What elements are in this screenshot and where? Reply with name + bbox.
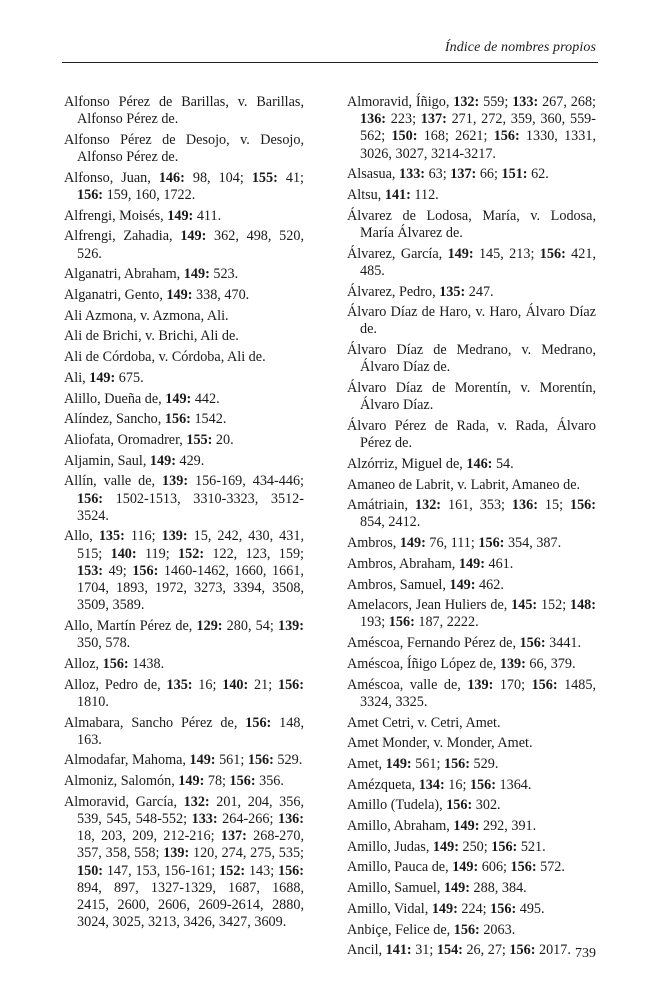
entry-text: 338, 470.: [192, 287, 250, 304]
index-entry: [347, 456, 596, 473]
volume-number: 146:: [158, 169, 185, 186]
index-entry: [347, 818, 596, 835]
index-entry: [347, 380, 596, 414]
volume-number: 149:: [447, 245, 474, 262]
entry-text: 521.: [517, 838, 546, 855]
entry-text: 356.: [255, 773, 284, 790]
entry-text: Amet Cetri, v. Cetri, Amet.: [347, 714, 501, 731]
entry-text: 267, 268;: [538, 94, 596, 110]
volume-number: 156:: [77, 187, 104, 204]
volume-number: 140:: [222, 676, 249, 693]
entry-text: Álvarez, Pedro,: [347, 283, 440, 300]
entry-text: 288, 384.: [469, 880, 527, 897]
entry-text: Almodafar, Mahoma,: [64, 752, 190, 769]
index-entry: [347, 677, 596, 711]
index-column-right: [347, 94, 596, 963]
entry-text: 1810.: [77, 693, 109, 710]
volume-number: 149:: [432, 838, 459, 855]
index-entry: [64, 473, 304, 525]
entry-text: 1330, 1331, 3026, 3027, 3214-3217.: [360, 128, 596, 162]
volume-number: 149:: [167, 207, 194, 224]
index-entry: [347, 304, 596, 338]
entry-text: 20.: [212, 431, 234, 448]
entry-text: 1364.: [495, 776, 532, 793]
entry-text: 18, 203, 209, 212-216;: [77, 828, 221, 845]
volume-number: 156:: [102, 655, 129, 672]
index-entry: [347, 777, 596, 794]
entry-text: Almoniz, Salomón,: [64, 773, 179, 790]
entry-text: Aliofata, Oromadrer,: [64, 431, 187, 448]
volume-number: 129:: [196, 617, 223, 634]
entry-text: Amézqueta,: [347, 776, 419, 793]
index-entry: [64, 308, 304, 325]
volume-number: 149:: [385, 755, 412, 772]
entry-text: 119;: [136, 545, 179, 562]
index-entry: [64, 773, 304, 790]
entry-text: Amillo, Vidal,: [347, 900, 432, 917]
index-entry: [347, 535, 596, 552]
volume-number: 154:: [436, 942, 463, 959]
index-entry: [64, 132, 304, 166]
index-entry: [64, 170, 304, 204]
volume-number: 139:: [163, 845, 190, 862]
entry-text: 156-169, 434-446;: [188, 473, 304, 490]
entry-text: 112.: [410, 187, 439, 204]
entry-text: Amillo, Pauca de,: [347, 859, 453, 876]
entry-text: 76, 111;: [425, 535, 479, 552]
entry-text: 145, 213;: [473, 245, 540, 262]
index-entry: [347, 756, 596, 773]
entry-text: 523.: [209, 266, 239, 283]
entry-text: 561;: [411, 755, 444, 772]
volume-number: 132:: [453, 94, 480, 110]
volume-number: 156:: [132, 562, 159, 579]
entry-text: Alloz, Pedro de,: [64, 676, 167, 693]
entry-text: Alfonso Pérez de Barillas, v. Barillas, Alfonso Pérez de.: [64, 94, 304, 128]
volume-number: 135:: [98, 528, 125, 545]
entry-text: Alloz,: [64, 655, 103, 672]
entry-text: 63;: [425, 166, 451, 183]
entry-text: 49;: [103, 562, 133, 579]
entry-text: 78;: [204, 773, 230, 790]
entry-text: 201, 204, 356, 539, 545, 548-552;: [77, 793, 304, 828]
entry-text: Álvaro Díaz de Morentín, v. Morentín, Álvaro Díaz.: [347, 380, 596, 414]
entry-text: 271, 272, 359, 360, 559-562;: [360, 111, 596, 145]
entry-text: Alfonso Pérez de Desojo, v. Desojo, Alfonso Pérez de.: [64, 131, 304, 166]
index-entry: [347, 497, 596, 531]
entry-text: 247.: [465, 283, 494, 300]
index-entry: [64, 715, 304, 749]
entry-text: 15, 242, 430, 431, 515;: [77, 528, 304, 562]
entry-text: 15;: [537, 497, 570, 514]
entry-text: 159, 160, 1722.: [103, 187, 196, 204]
index-entry: [347, 859, 596, 876]
entry-text: Ambros,: [347, 535, 400, 552]
volume-number: 149:: [452, 859, 479, 876]
index-entry: [64, 411, 304, 428]
entry-text: Amillo (Tudela),: [347, 797, 447, 814]
index-entry: [64, 328, 304, 345]
volume-number: 149:: [183, 266, 210, 283]
volume-number: 132:: [415, 497, 442, 514]
entry-text: 302.: [472, 797, 501, 814]
volume-number: 136:: [360, 111, 387, 128]
entry-text: 161, 353;: [441, 497, 512, 514]
index-entry: [347, 797, 596, 814]
entry-text: Améscoa, Íñigo López de,: [347, 655, 500, 672]
index-entry: [347, 556, 596, 573]
entry-text: Álvaro Díaz de Medrano, v. Medrano, Álvaro Díaz de.: [347, 342, 596, 376]
volume-number: 137:: [220, 828, 247, 845]
entry-text: 606;: [478, 859, 511, 876]
volume-number: 156:: [509, 942, 536, 959]
entry-text: Ali,: [64, 369, 90, 386]
volume-number: 149:: [189, 752, 216, 769]
index-entry: [347, 942, 596, 959]
volume-number: 156:: [539, 245, 566, 262]
volume-number: 149:: [180, 228, 207, 245]
volume-number: 156:: [164, 411, 191, 428]
index-entry: [64, 228, 304, 262]
entry-text: 461.: [484, 555, 514, 572]
entry-text: 62.: [527, 166, 549, 183]
entry-text: 168; 2621;: [417, 128, 494, 145]
volume-number: 156:: [510, 859, 537, 876]
entry-text: 559;: [479, 94, 513, 110]
entry-text: 264-266;: [217, 811, 278, 828]
volume-number: 139:: [277, 617, 304, 634]
volume-number: 156:: [469, 776, 496, 793]
entry-text: 675.: [115, 369, 144, 386]
index-entry: [64, 287, 304, 304]
volume-number: 156:: [490, 900, 517, 917]
volume-number: 149:: [165, 390, 192, 407]
volume-number: 141:: [384, 187, 411, 204]
index-entry: [64, 528, 304, 614]
entry-text: 350, 578.: [77, 635, 131, 652]
volume-number: 156:: [247, 752, 274, 769]
volume-number: 156:: [446, 797, 473, 814]
index-entry: [347, 922, 596, 939]
index-entry: [347, 284, 596, 301]
entry-text: 1460-1462, 1660, 1661, 1704, 1893, 1972, 3273, 3394, 3508, 3509, 3589.: [77, 562, 304, 614]
volume-number: 149:: [89, 369, 116, 386]
volume-number: 149:: [458, 555, 485, 572]
entry-text: Alzórriz, Miguel de,: [347, 455, 467, 472]
index-entry: [347, 735, 596, 752]
index-entry: [64, 266, 304, 283]
entry-text: Améscoa, Fernando Pérez de,: [347, 635, 520, 652]
entry-text: 1438.: [128, 655, 165, 672]
index-entry: [64, 391, 304, 408]
entry-text: 1542.: [190, 411, 227, 428]
index-entry: [347, 880, 596, 897]
entry-text: 894, 897, 1327-1329, 1687, 1688, 2415, 2600, 2606, 2609-2614, 2880, 3024, 3025, 3213, 3426, 3427, 3609.: [77, 879, 304, 931]
volume-number: 149:: [166, 287, 193, 304]
volume-number: 146:: [466, 455, 493, 472]
entry-text: 193;: [360, 614, 389, 631]
volume-number: 152:: [219, 862, 246, 879]
entry-text: Alfrengi, Moisés,: [64, 207, 168, 224]
entry-text: Allo,: [64, 528, 99, 545]
entry-text: 187, 2222.: [414, 614, 479, 631]
entry-text: Amaneo de Labrit, v. Labrit, Amaneo de.: [347, 476, 581, 493]
volume-number: 156:: [531, 676, 558, 693]
index-entry: [64, 370, 304, 387]
entry-text: Alillo, Dueña de,: [64, 390, 166, 407]
volume-number: 149:: [431, 900, 458, 917]
index-entry: [347, 187, 596, 204]
index-entry: [64, 618, 304, 652]
volume-number: 156:: [277, 676, 304, 693]
entry-text: 224;: [457, 900, 491, 917]
volume-number: 139:: [499, 655, 526, 672]
volume-number: 140:: [110, 545, 137, 562]
volume-number: 141:: [385, 942, 412, 959]
volume-number: 150:: [77, 862, 104, 879]
entry-text: 268-270, 357, 358, 558;: [77, 828, 304, 862]
entry-text: Améscoa, valle de,: [347, 676, 468, 693]
entry-text: Anbiçe, Felice de,: [347, 921, 454, 938]
index-entry: [64, 677, 304, 711]
volume-number: 134:: [418, 776, 445, 793]
entry-text: Álvarez de Lodosa, María, v. Lodosa, María Álvarez de.: [347, 207, 596, 241]
entry-text: 98, 104;: [184, 169, 252, 186]
entry-text: 529.: [273, 752, 303, 769]
volume-number: 148:: [569, 597, 596, 614]
entry-text: Álvaro Díaz de Haro, v. Haro, Álvaro Díaz de.: [347, 304, 596, 338]
entry-text: 1502-1513, 3310-3323, 3512-3524.: [77, 490, 304, 524]
entry-text: 152;: [537, 597, 570, 614]
volume-number: 155:: [251, 169, 278, 186]
entry-text: 143;: [245, 862, 278, 879]
index-entry: [347, 208, 596, 242]
volume-number: 139:: [467, 676, 494, 693]
entry-text: Almabara, Sancho Pérez de,: [64, 714, 246, 731]
entry-text: 354, 387.: [504, 535, 562, 552]
entry-text: 280, 54;: [222, 617, 278, 634]
volume-number: 156:: [478, 535, 505, 552]
entry-text: 31;: [411, 942, 437, 959]
volume-number: 132:: [183, 793, 210, 810]
entry-text: Almoravid, García,: [64, 793, 184, 810]
entry-text: Almoravid, Íñigo,: [347, 94, 454, 110]
volume-number: 149:: [178, 773, 205, 790]
entry-text: 2063.: [479, 921, 516, 938]
entry-text: 66;: [476, 166, 502, 183]
volume-number: 137:: [420, 111, 447, 128]
entry-text: 54.: [492, 455, 514, 472]
index-entry: [347, 635, 596, 652]
index-entry: [64, 349, 304, 366]
entry-text: 362, 498, 520, 526.: [77, 228, 305, 262]
index-entry: [347, 246, 596, 280]
entry-text: Allo, Martín Pérez de,: [64, 617, 197, 634]
running-header-title: Índice de nombres propios: [444, 40, 596, 55]
entry-text: 411.: [193, 207, 222, 224]
entry-text: 572.: [536, 859, 565, 876]
entry-text: 854, 2412.: [360, 514, 421, 531]
volume-number: 152:: [178, 545, 205, 562]
volume-number: 139:: [162, 473, 189, 490]
volume-number: 149:: [149, 452, 176, 469]
volume-number: 137:: [450, 166, 477, 183]
entry-text: 561;: [215, 752, 248, 769]
volume-number: 149:: [453, 818, 480, 835]
entry-text: Amillo, Judas,: [347, 838, 433, 855]
volume-number: 145:: [511, 597, 538, 614]
entry-text: 122, 123, 159;: [204, 545, 304, 562]
entry-text: 223;: [386, 111, 421, 128]
entry-text: Ali Azmona, v. Azmona, Ali.: [64, 307, 229, 324]
volume-number: 135:: [166, 676, 193, 693]
volume-number: 156:: [277, 862, 304, 879]
volume-number: 156:: [245, 714, 272, 731]
entry-text: Amet Monder, v. Monder, Amet.: [347, 735, 533, 752]
entry-text: Ali de Brichi, v. Brichi, Ali de.: [64, 328, 239, 345]
volume-number: 139:: [161, 528, 188, 545]
index-entry: [347, 577, 596, 594]
entry-text: 147, 153, 156-161;: [103, 862, 220, 879]
volume-number: 136:: [277, 811, 304, 828]
index-entry: [64, 794, 304, 932]
entry-text: 529.: [469, 755, 499, 772]
entry-text: 170;: [493, 676, 532, 693]
index-entry: [64, 432, 304, 449]
index-column-left: [64, 94, 304, 935]
index-entry: [347, 477, 596, 494]
volume-number: 156:: [493, 128, 520, 145]
page-number: 739: [575, 946, 596, 961]
index-entry: [347, 418, 596, 452]
entry-text: 16;: [444, 776, 470, 793]
volume-number: 149:: [399, 535, 426, 552]
volume-number: 153:: [77, 562, 104, 579]
volume-number: 156:: [519, 635, 546, 652]
entry-text: 148, 163.: [77, 714, 304, 748]
index-entry: [64, 94, 304, 128]
volume-number: 156:: [388, 614, 415, 631]
entry-text: 292, 391.: [479, 818, 537, 835]
entry-text: Amillo, Abraham,: [347, 818, 454, 835]
entry-text: Allín, valle de,: [64, 473, 163, 490]
entry-text: Ancil,: [347, 942, 386, 959]
volume-number: 156:: [569, 497, 596, 514]
entry-text: Aljamin, Saul,: [64, 452, 150, 469]
entry-text: 21;: [248, 676, 278, 693]
entry-text: Ambros, Abraham,: [347, 555, 459, 572]
entry-text: 421, 485.: [360, 245, 597, 279]
entry-text: Ambros, Samuel,: [347, 576, 450, 593]
entry-text: 26, 27;: [462, 942, 510, 959]
entry-text: 1485, 3324, 3325.: [360, 676, 596, 710]
volume-number: 133:: [399, 166, 426, 183]
entry-text: 66, 379.: [525, 655, 576, 672]
entry-text: 462.: [475, 576, 504, 593]
index-entry: [64, 656, 304, 673]
volume-number: 156:: [453, 921, 480, 938]
volume-number: 150:: [391, 128, 418, 145]
index-entry: [347, 715, 596, 732]
volume-number: 133:: [512, 94, 539, 110]
entry-text: Álvarez, García,: [347, 245, 448, 262]
entry-text: Amillo, Samuel,: [347, 880, 444, 897]
index-entry: [64, 208, 304, 225]
volume-number: 151:: [501, 166, 528, 183]
index-entry: [347, 901, 596, 918]
index-entry: [347, 656, 596, 673]
volume-number: 156:: [229, 773, 256, 790]
entry-text: Amátriain,: [347, 497, 416, 514]
entry-text: 250;: [458, 838, 492, 855]
volume-number: 135:: [439, 283, 466, 300]
entry-text: Alsasua,: [347, 166, 400, 183]
entry-text: Alganatri, Abraham,: [64, 266, 184, 283]
header-rule: [62, 62, 598, 63]
entry-text: 41;: [277, 169, 304, 186]
entry-text: 16;: [192, 676, 223, 693]
index-entry: [347, 342, 596, 376]
entry-text: Alfrengi, Zahadia,: [64, 228, 181, 245]
entry-text: Alfonso, Juan,: [64, 169, 159, 186]
entry-text: Amet,: [347, 755, 386, 772]
volume-number: 156:: [491, 838, 518, 855]
entry-text: Alíndez, Sancho,: [64, 411, 165, 428]
volume-number: 156:: [443, 755, 470, 772]
entry-text: 429.: [175, 452, 205, 469]
volume-number: 133:: [191, 811, 218, 828]
volume-number: 149:: [443, 880, 470, 897]
entry-text: Altsu,: [347, 187, 385, 204]
entry-text: 495.: [516, 900, 545, 917]
entry-text: Ali de Córdoba, v. Córdoba, Ali de.: [64, 349, 266, 366]
index-entry: [64, 453, 304, 470]
volume-number: 155:: [186, 431, 213, 448]
volume-number: 136:: [511, 497, 538, 514]
volume-number: 156:: [77, 490, 104, 507]
entry-text: 116;: [124, 528, 162, 545]
volume-number: 149:: [449, 576, 476, 593]
index-entry: [347, 94, 596, 163]
index-entry: [347, 839, 596, 856]
index-entry: [347, 166, 596, 183]
index-entry: [347, 597, 596, 631]
entry-text: 120, 274, 275, 535;: [189, 845, 304, 862]
index-entry: [64, 752, 304, 769]
entry-text: 442.: [191, 390, 220, 407]
entry-text: 3441.: [545, 635, 582, 652]
entry-text: Amelacors, Jean Huliers de,: [347, 597, 512, 614]
entry-text: 2017.: [535, 942, 571, 959]
entry-text: Alganatri, Gento,: [64, 287, 167, 304]
entry-text: Álvaro Pérez de Rada, v. Rada, Álvaro Pérez de.: [347, 417, 596, 452]
